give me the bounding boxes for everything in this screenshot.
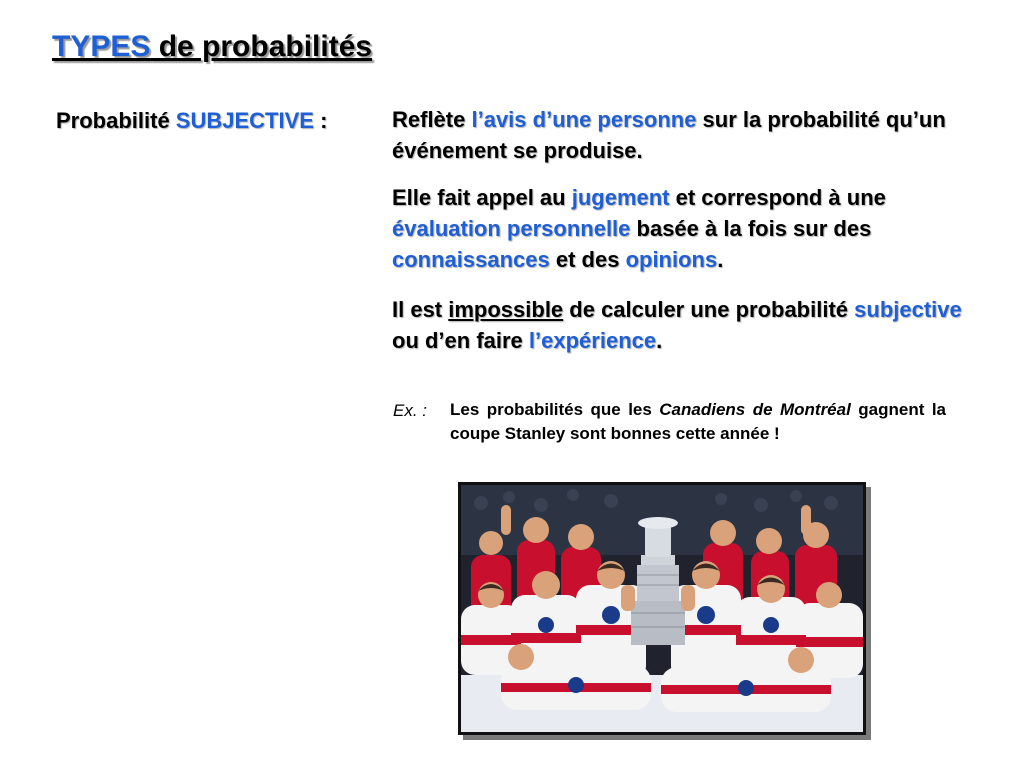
title-accent: TYPES xyxy=(52,30,151,63)
text-run: et correspond à une xyxy=(669,185,886,210)
highlight-run: connaissances xyxy=(392,247,550,272)
subjective-label xyxy=(56,108,327,134)
highlight-run: jugement xyxy=(571,185,670,210)
text-run: Elle fait appel au xyxy=(392,185,572,210)
text-run: ou d’en faire xyxy=(392,328,529,353)
highlight-run: évaluation personnelle xyxy=(392,216,631,241)
label-prefix: Probabilité xyxy=(56,108,176,133)
italic-run: Canadiens de Montréal xyxy=(659,400,851,419)
highlight-run: l’avis d’une personne xyxy=(471,107,697,132)
text-run: . xyxy=(656,328,663,353)
team-photo-illustration xyxy=(461,485,863,732)
team-celebration-photo xyxy=(458,482,866,735)
text-run: et des xyxy=(549,247,626,272)
slide-title xyxy=(52,30,372,64)
label-accent: SUBJECTIVE xyxy=(175,108,314,133)
highlight-run: opinions xyxy=(625,247,718,272)
text-run: . xyxy=(717,247,724,272)
text-run: gagnent la coupe Stanley sont bonnes cette année ! xyxy=(450,400,947,443)
label-suffix: : xyxy=(313,108,328,133)
highlight-run: subjective xyxy=(854,297,962,322)
title-rest: de probabilités xyxy=(150,30,373,63)
example-text xyxy=(450,398,946,446)
text-run: basée à la fois sur des xyxy=(630,216,872,241)
underlined-run: impossible xyxy=(448,297,564,322)
text-run: Reflète xyxy=(392,107,472,132)
impossibility-paragraph xyxy=(392,294,972,356)
highlight-run: l’expérience xyxy=(528,328,657,353)
text-run: Les probabilités que les xyxy=(450,400,660,419)
judgment-paragraph xyxy=(392,182,972,275)
definition-paragraph xyxy=(392,104,972,166)
text-run: sur la probabilité qu’un événement se produise. xyxy=(392,107,946,163)
example-label: Ex. : xyxy=(393,401,428,420)
text-run: Il est xyxy=(392,297,449,322)
text-run: de calculer une probabilité xyxy=(563,297,855,322)
